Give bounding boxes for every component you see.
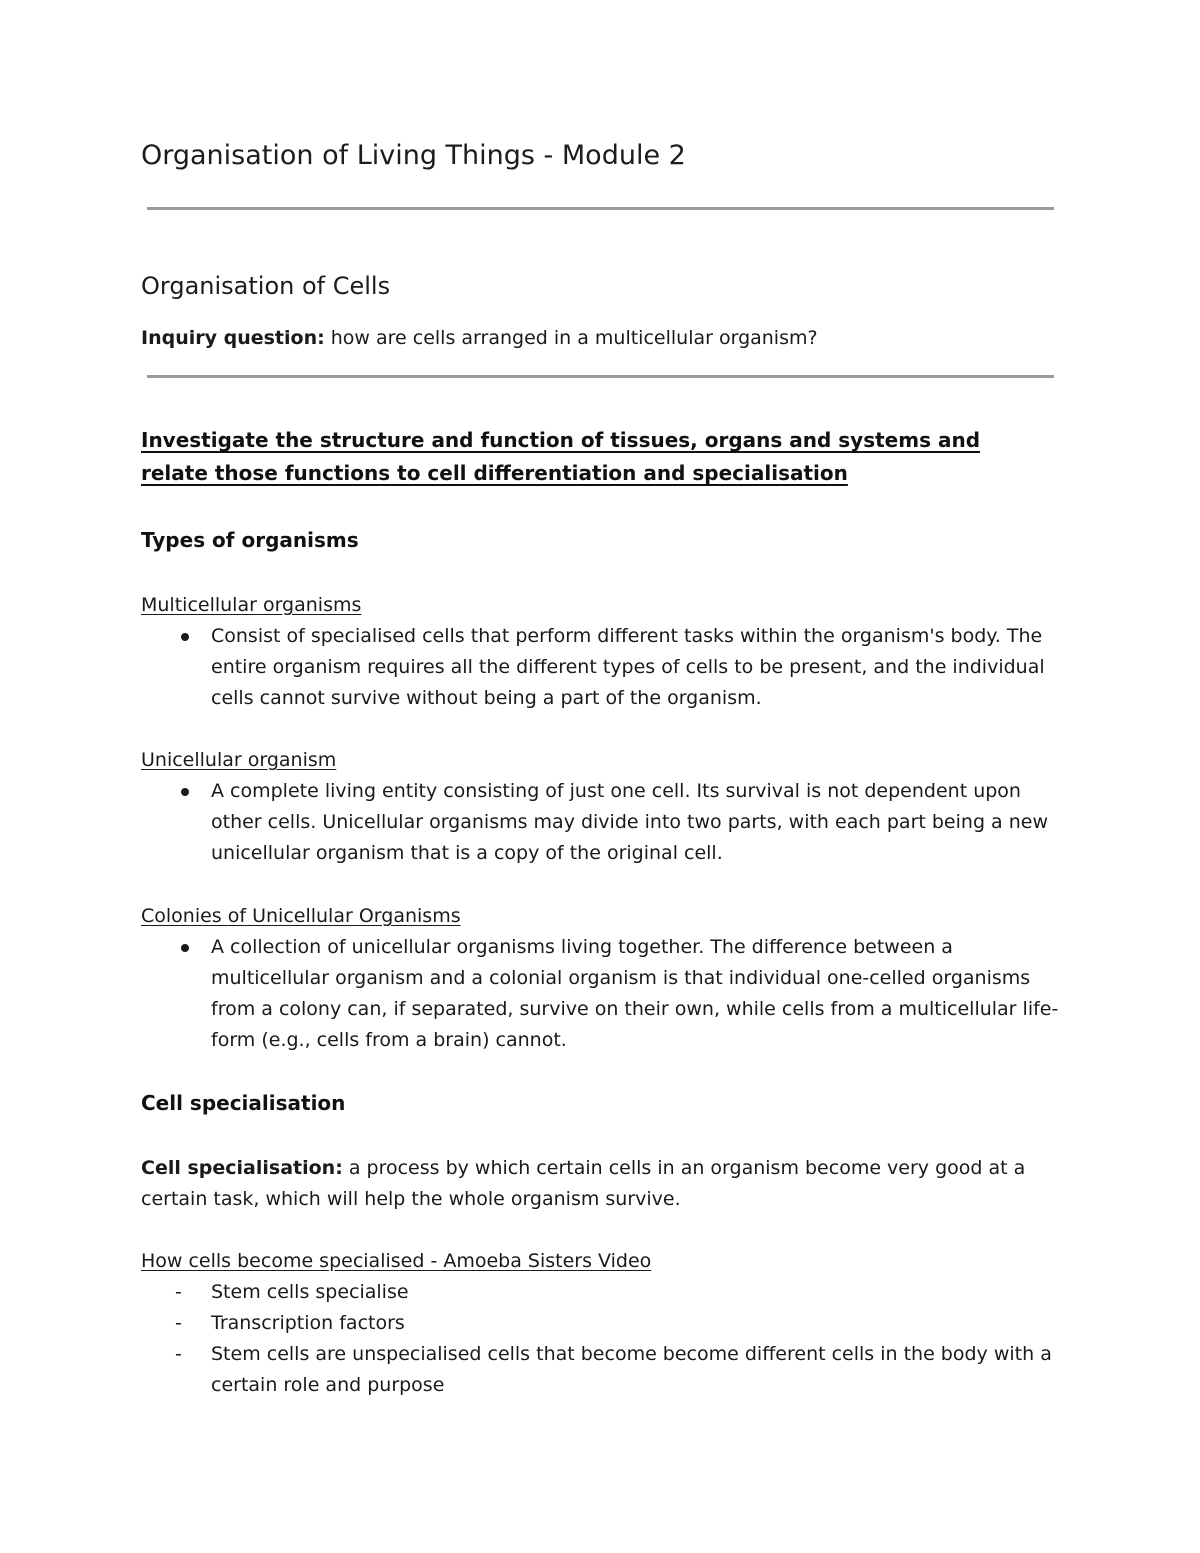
bullet-dot (181, 788, 189, 796)
colonies-heading: Colonies of Unicellular Organisms (141, 905, 461, 927)
dash-item: Transcription factors (211, 1312, 405, 1334)
investigate-heading: Investigate the structure and function of tissues, organs and systems and relate those functions to cell differentiation and specialisation (141, 428, 981, 485)
section-title: Organisation of Cells (141, 272, 391, 300)
horizontal-rule (147, 375, 1054, 378)
bullet-dot (181, 633, 189, 641)
multicellular-bullet: Consist of specialised cells that perform different tasks within the organism's body. The entire organism requires all the different types of cells to be present, and the individual cells cannot survive without being a part of the organism. (211, 625, 1045, 709)
colonies-bullet: A collection of unicellular organisms living together. The difference between a multicellular organism and a colonial organism is that individual one-celled organisms from a colony can, if separated, survive on their own, while cells from a multicellular life-form (e.g., cells from a brain) cannot. (211, 936, 1059, 1051)
inquiry-label: Inquiry question: (141, 327, 325, 349)
horizontal-rule (147, 207, 1054, 210)
video-link[interactable]: How cells become specialised - Amoeba Sisters Video (141, 1250, 652, 1272)
inquiry-text: how are cells arranged in a multicellular organism? (324, 327, 818, 349)
inquiry-question (141, 323, 818, 354)
unicellular-bullet: A complete living entity consisting of just one cell. Its survival is not dependent upon other cells. Unicellular organisms may divide into two parts, with each part being a new unicellular organism that is a copy of the original cell. (211, 780, 1048, 864)
bullet-dot (181, 944, 189, 952)
definition-text: a process by which certain cells in an organism become very good at a certain task, which will help the whole organism survive. (141, 1157, 1026, 1210)
cell-specialisation-definition (141, 1153, 1051, 1215)
dash-item: Stem cells are unspecialised cells that become become different cells in the body with a certain role and purpose (211, 1343, 1052, 1396)
document-title: Organisation of Living Things - Module 2 (141, 140, 686, 171)
unicellular-heading: Unicellular organism (141, 749, 337, 771)
dash-item: Stem cells specialise (211, 1281, 409, 1303)
multicellular-heading: Multicellular organisms (141, 594, 362, 616)
dash-marker: - (175, 1343, 182, 1365)
cell-specialisation-heading: Cell specialisation (141, 1091, 346, 1115)
definition-label: Cell specialisation: (141, 1157, 343, 1179)
types-heading: Types of organisms (141, 528, 359, 552)
dash-marker: - (175, 1312, 182, 1334)
dash-marker: - (175, 1281, 182, 1303)
